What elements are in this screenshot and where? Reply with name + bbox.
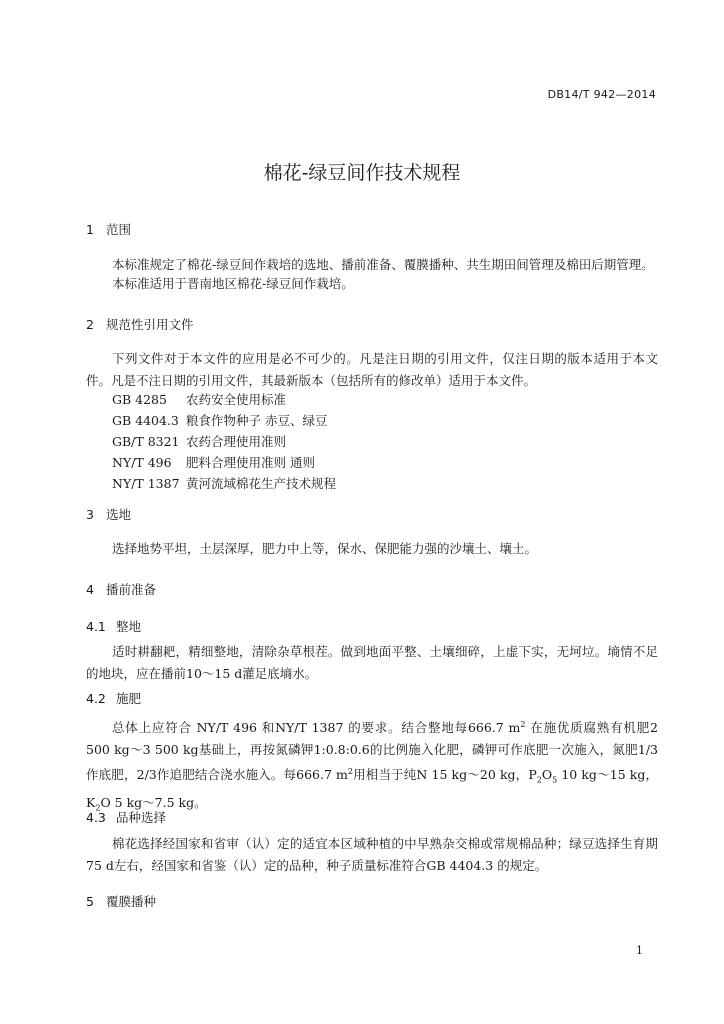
subsection-heading-4-2: 4.2 施肥 [86, 691, 142, 706]
reference-item: GB 4404.3 粮食作物种子 赤豆、绿豆 [112, 413, 328, 428]
section-heading-4: 4 播前准备 [86, 582, 157, 597]
subsection-4-3-paragraph: 棉花选择经国家和省审（认）定的适宜本区域种植的中早熟杂交棉或常规棉品种；绿豆选择生育期75 d左右，经国家和省鉴（认）定的品种，种子质量标准符合GB 4404.3 的规定。 [86, 836, 658, 873]
section-heading-2: 2 规范性引用文件 [86, 317, 194, 332]
subsection-heading-4-3: 4.3 品种选择 [86, 810, 167, 825]
reference-item: NY/T 496 肥料合理使用准则 通则 [112, 455, 315, 470]
page-number: 1 [636, 944, 643, 957]
section-heading-1: 1 范围 [86, 222, 132, 237]
document-title: 棉花-绿豆间作技术规程 [263, 162, 461, 184]
reference-item: GB/T 8321 农药合理使用准则 [112, 434, 287, 449]
section-1-paragraph-1: 本标准规定了棉花-绿豆间作栽培的选地、播前准备、覆膜播种、共生期田间管理及棉田后期管理。 [112, 257, 654, 272]
section-heading-5: 5 覆膜播种 [86, 894, 157, 909]
document-code: DB14/T 942—2014 [547, 88, 656, 101]
section-heading-3: 3 选地 [86, 507, 132, 522]
section-1-paragraph-2: 本标准适用于晋南地区棉花-绿豆间作栽培。 [112, 276, 354, 291]
reference-item: NY/T 1387 黄河流域棉花生产技术规程 [112, 476, 337, 491]
subsection-4-1-paragraph: 适时耕翻耙，精细整地，清除杂草根茬。做到地面平整、土壤细碎，上虚下实，无坷垃。墒情不足的地块，应在播前10～15 d灌足底墒水。 [86, 644, 658, 681]
section-3-paragraph: 选择地势平坦，土层深厚，肥力中上等，保水、保肥能力强的沙壤土、壤土。 [112, 541, 538, 556]
section-2-intro: 下列文件对于本文件的应用是必不可少的。凡是注日期的引用文件，仅注日期的版本适用于本文件。凡是不注日期的引用文件，其最新版本（包括所有的修改单）适用于本文件。 [86, 351, 658, 388]
reference-item: GB 4285 农药安全使用标准 [112, 392, 287, 407]
subsection-heading-4-1: 4.1 整地 [86, 619, 142, 634]
subsection-4-2-paragraph: 总体上应符合 NY/T 496 和NY/T 1387 的要求。结合整地每666.7 $m^2$ 在施优质腐熟有机肥2 500 kg～3 500 kg基础上，再按氮磷钾1:0.8:0.6的比例施入化肥，磷钾可作底肥一次施入，氮肥1/3 作底肥，2/3作追肥结合浇水施入。每666.7 $m^2$用相当于纯N 15 kg～20 kg，$P_2O_5$ 10 kg～15 kg，$K_2O$ 5 kg～7.5 kg。 [86, 720, 659, 813]
